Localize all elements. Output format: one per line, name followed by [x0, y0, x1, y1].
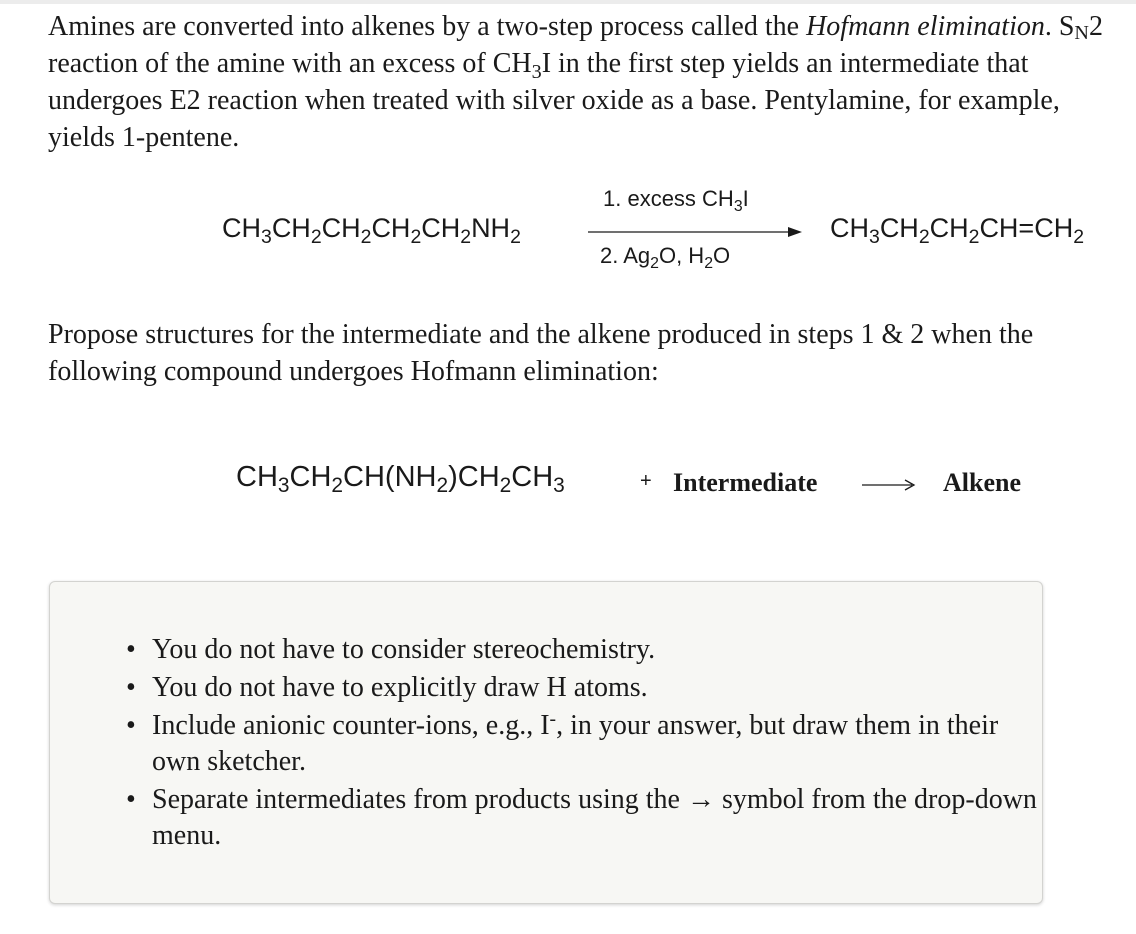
- question-paragraph: Propose structures for the intermediate and the alkene produced in steps 1 & 2 when the following compound undergoes Hofmann elimination:: [48, 319, 1034, 387]
- ch3-subscript: 3: [531, 60, 542, 83]
- instruction-item: • Separate intermediates from products using the → symbol from the drop-down menu.: [152, 782, 1052, 854]
- pentylamine-formula: $CH_3CH_2CH_2CH_2CH_2NH_2$: [222, 213, 521, 248]
- alkene-label: Alkene: [943, 468, 1021, 497]
- sn2-subscript: N: [1074, 22, 1089, 45]
- reagent-step-1: 1. excess $CH_3I$: [603, 186, 749, 215]
- intro-text-2: . S: [1044, 11, 1075, 42]
- instruction-item: • You do not have to consider stereochemistry.: [152, 632, 1052, 668]
- top-border: [0, 0, 1136, 4]
- pentene-formula: $CH_3CH_2CH_2CH=CH_2$: [830, 213, 1085, 248]
- reaction-arrow: [588, 226, 808, 238]
- question-compound-formula: $CH_3CH_2CH(NH_2)CH_2CH_3$: [236, 461, 565, 498]
- hofmann-elimination-term: Hofmann elimination: [806, 11, 1045, 42]
- instructions-list: [50, 632, 1052, 856]
- intro-paragraph: [48, 8, 1108, 156]
- intermediate-label: Intermediate: [673, 468, 818, 497]
- instructions-box: [49, 581, 1043, 904]
- instruction-item: • Include anionic counter-ions, e.g., I-, in your answer, but draw them in their own sketcher.: [152, 708, 1052, 780]
- right-arrow-icon: [860, 478, 920, 492]
- intro-text-4: I in the first step yields an intermediate that undergoes E2 reaction when treated with silver oxide as a base. Pentylamine, for example, yields 1-pentene.: [48, 48, 1060, 153]
- reagent-step-2: 2. $Ag_2O$, $H_2O$: [600, 243, 731, 272]
- instruction-item: • You do not have to explicitly draw H atoms.: [152, 670, 1052, 706]
- intro-text-1: Amines are converted into alkenes by a two-step process called the: [48, 11, 807, 42]
- intro-text-3: 2 reaction of the amine with an excess of CH: [48, 11, 1103, 79]
- plus-sign: +: [640, 470, 652, 492]
